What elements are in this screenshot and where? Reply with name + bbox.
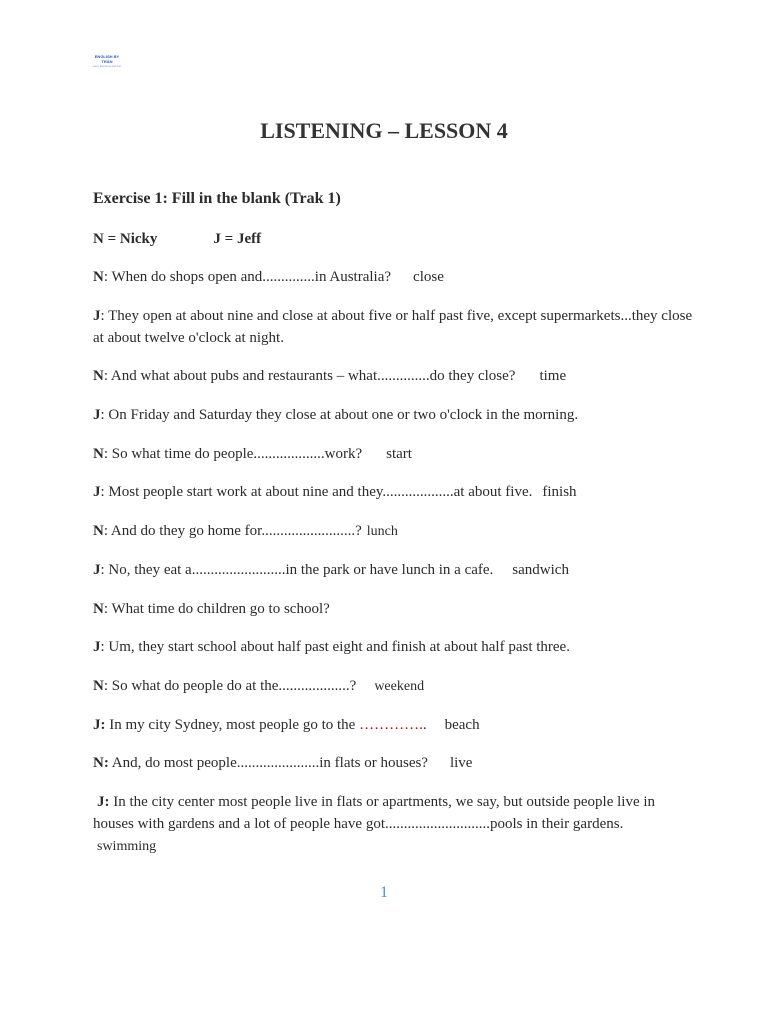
line-text: : Um, they start school about half past eight and finish at about half past three. <box>100 639 570 655</box>
blank-dots: …………. <box>359 717 423 733</box>
dialogue-line-13 <box>93 752 693 774</box>
speaker-label: J <box>93 639 101 655</box>
dialogue-line-1 <box>93 266 693 288</box>
dialogue-line-12 <box>93 714 693 736</box>
speaker-label: J <box>93 308 101 324</box>
speaker-label: N <box>93 523 104 539</box>
dialogue-line-7 <box>93 520 693 543</box>
speaker-label: J <box>93 562 101 578</box>
dialogue-line-10 <box>93 636 693 658</box>
speaker-label: J <box>93 407 101 423</box>
answer-word: beach <box>444 717 480 733</box>
dialogue-line-14 <box>93 791 683 858</box>
blank-tail: . <box>422 717 427 733</box>
answer-word: start <box>386 446 412 462</box>
dialogue-line-9 <box>93 598 693 620</box>
line-text: And, do most people......................in flats or houses? <box>108 755 428 771</box>
speaker-label: N <box>93 678 104 694</box>
speaker-label: J: <box>93 717 106 733</box>
dialogue-line-3 <box>93 365 693 387</box>
line-text: : No, they eat a.........................in the park or have lunch in a cafe. <box>100 562 494 578</box>
speaker-label: J <box>93 484 101 500</box>
page-title: LISTENING – LESSON 4 <box>260 118 508 143</box>
line-text: In my city Sydney, most people go to the <box>105 717 360 733</box>
dialogue-line-5 <box>93 443 693 465</box>
speaker-key <box>93 228 693 250</box>
line-text: : When do shops open and..............in Australia? <box>103 269 392 285</box>
line-text: : So what time do people...................work? <box>103 446 363 462</box>
line-text: : Most people start work at about nine and they...................at about five. <box>100 484 533 500</box>
answer-word: weekend <box>374 679 425 694</box>
line-text: : What time do children go to school? <box>103 601 330 617</box>
line-text: : So what do people do at the...................? <box>103 678 357 694</box>
speaker-label: N <box>93 601 104 617</box>
answer-word: swimming <box>97 839 157 854</box>
line-text: : They open at about nine and close at about five or half past five, except supermarkets...they close at about twelve o'clock at night. <box>93 308 693 346</box>
line-text: : On Friday and Saturday they close at about one or two o'clock in the morning. <box>100 407 579 423</box>
speaker-label: N <box>93 269 104 285</box>
line-text: : And do they go home for.........................? <box>103 523 362 539</box>
answer-word: close <box>413 269 444 285</box>
dialogue-line-6 <box>93 481 693 503</box>
line-text: : And what about pubs and restaurants – what..............do they close? <box>103 368 516 384</box>
dialogue-line-4 <box>93 404 693 426</box>
answer-word: finish <box>542 484 577 500</box>
answer-word: sandwich <box>512 562 569 578</box>
logo-line1: ENGLISH BY TRÂN <box>94 54 120 64</box>
answer-word: live <box>449 755 473 771</box>
page-number: 1 <box>380 884 388 901</box>
logo <box>89 54 125 68</box>
speaker-j: J = Jeff <box>213 231 262 247</box>
speaker-label: N <box>93 446 104 462</box>
answer-word: time <box>539 368 567 384</box>
line-text: In the city center most people live in flats or apartments, we say, but outside people live in houses with gardens and a lot of people have got............................pools in their gardens. <box>93 794 656 832</box>
speaker-label: N: <box>93 755 109 771</box>
speaker-label: J: <box>97 794 110 810</box>
speaker-n: N = Nicky <box>93 231 158 247</box>
dialogue-line-11 <box>93 675 693 698</box>
exercise-heading: Exercise 1: Fill in the blank (Trak 1) <box>93 190 341 207</box>
answer-word: lunch <box>366 524 398 539</box>
logo-line2: easy learning and fun <box>92 64 122 68</box>
speaker-label: N <box>93 368 104 384</box>
dialogue-line-8 <box>93 559 693 581</box>
dialogue-line-2 <box>93 305 693 349</box>
